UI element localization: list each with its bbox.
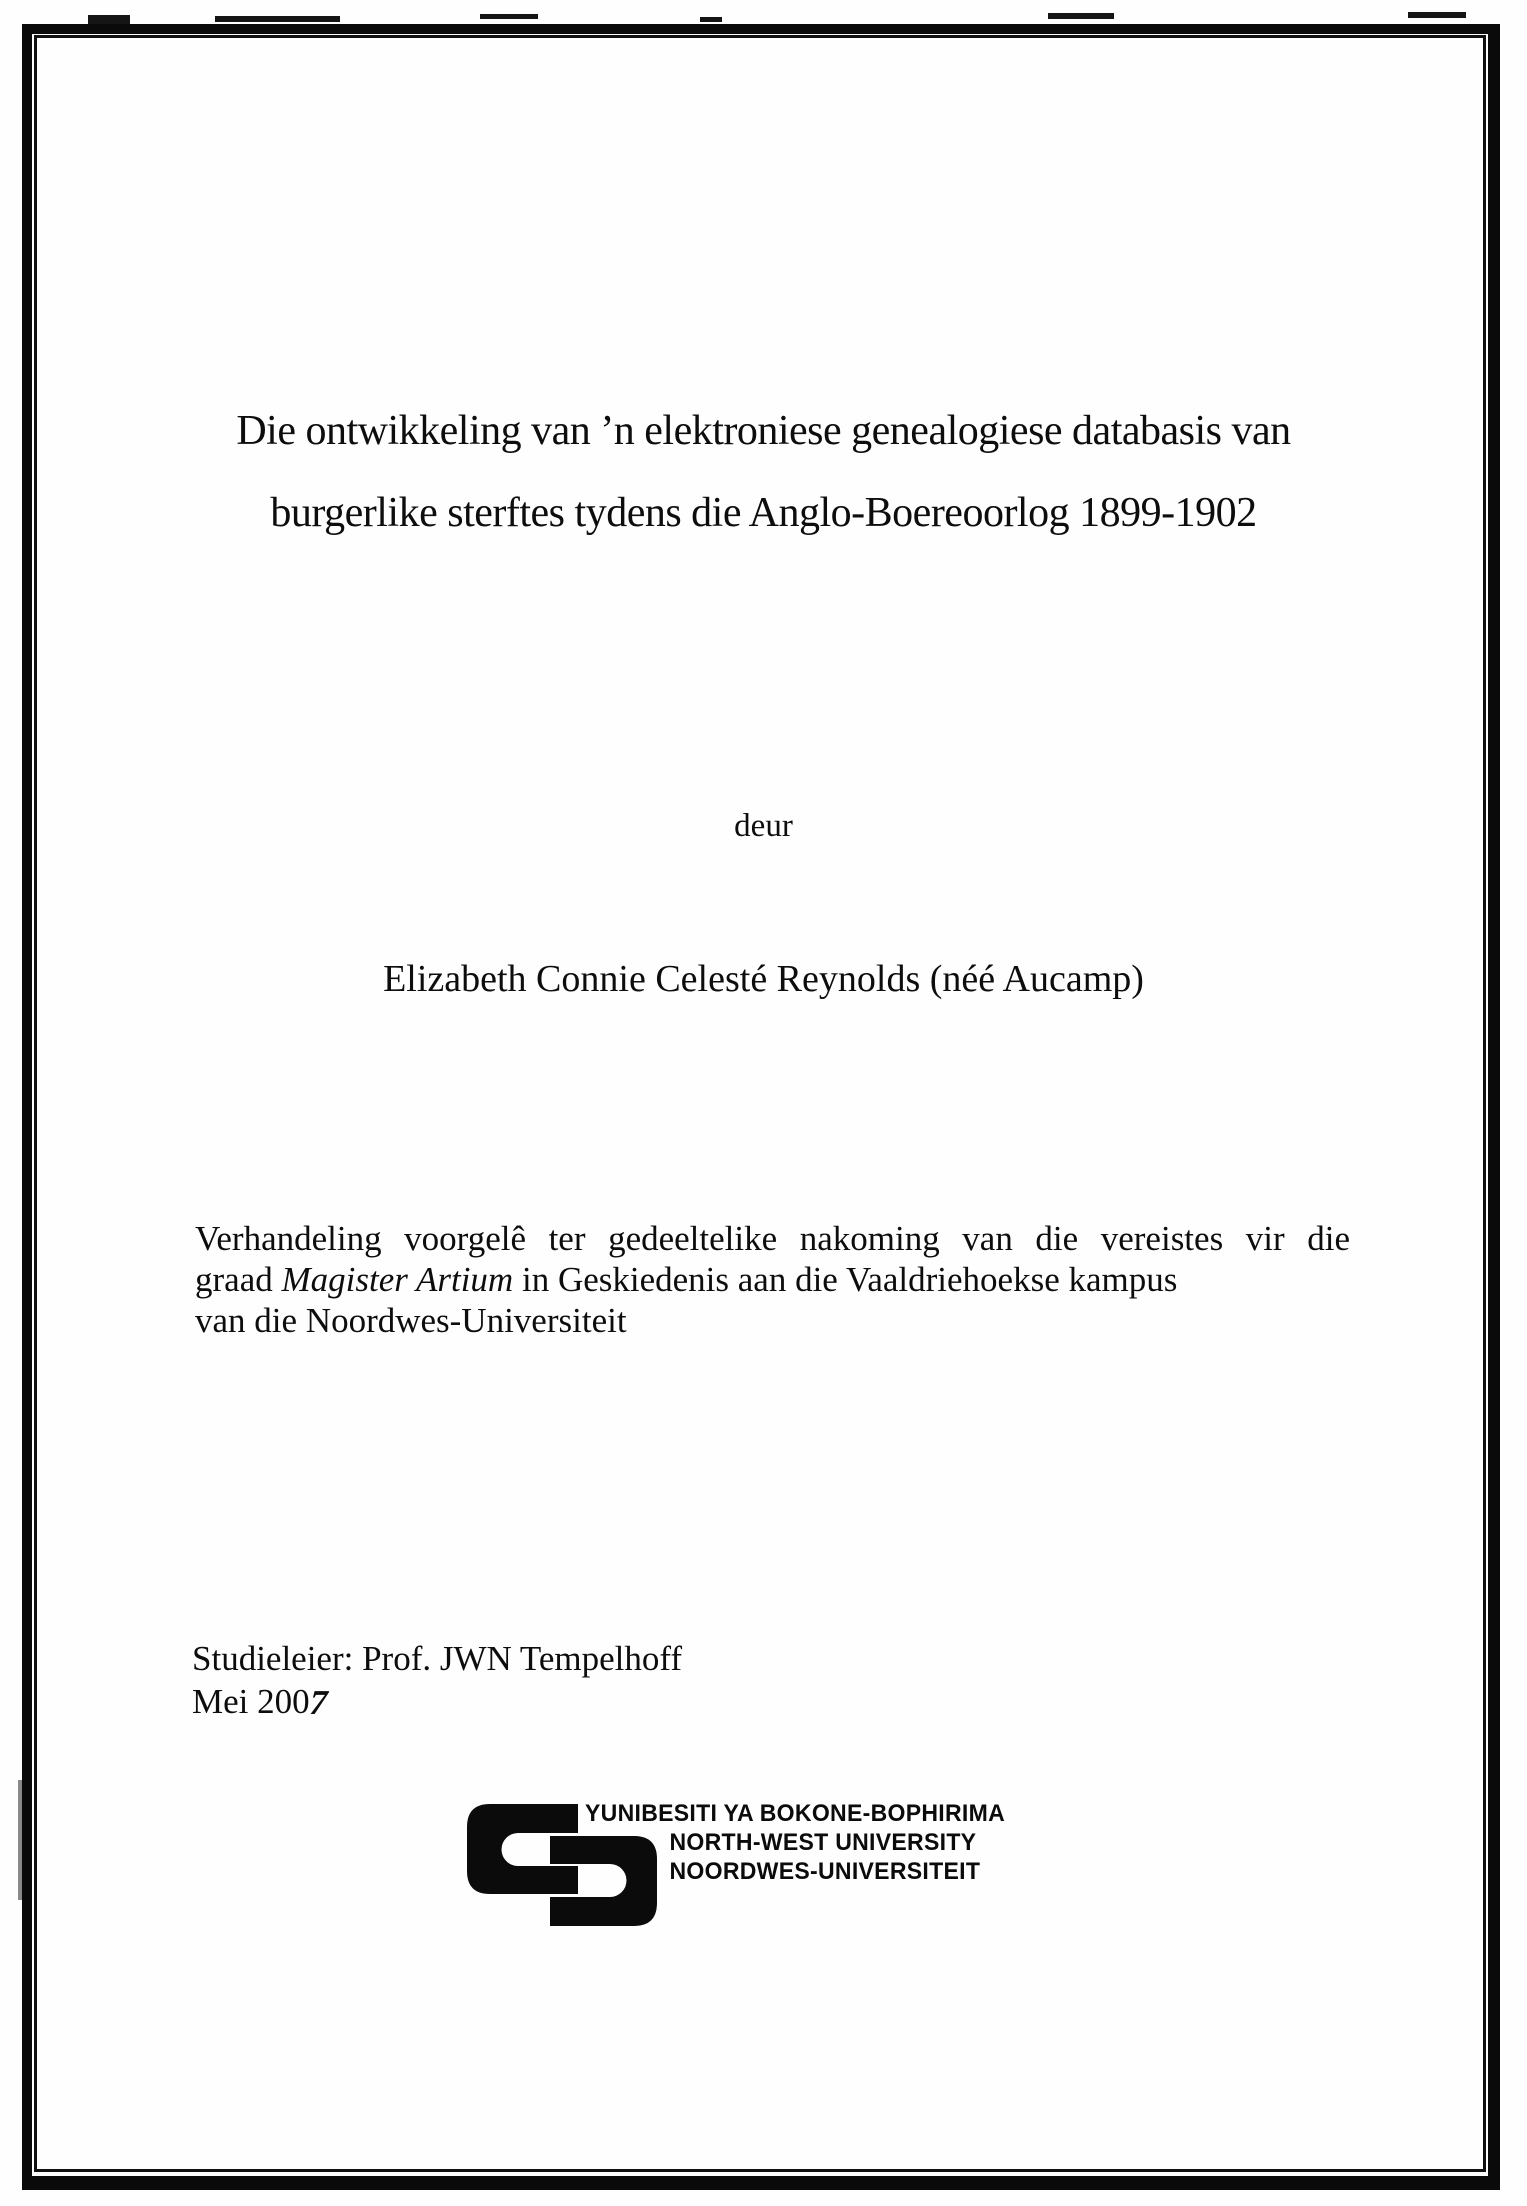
university-name-setswana: YUNIBESITI YA BOKONE-BOPHIRIMA xyxy=(585,1800,1005,1827)
supervisor-line: Studieleier: Prof. JWN Tempelhoff xyxy=(192,1639,683,1678)
degree-suffix: in Geskiedenis aan die Vaaldriehoekse kampus xyxy=(513,1260,1178,1299)
scan-artifact xyxy=(1408,12,1466,18)
author-name: Elizabeth Connie Celesté Reynolds (néé Aucamp) xyxy=(383,958,1144,1000)
date-prefix: Mei 200 xyxy=(192,1682,310,1721)
date-line xyxy=(192,1680,682,1723)
date-last-digit: 7 xyxy=(304,1683,332,1722)
supervisor-block xyxy=(192,1637,682,1723)
scan-artifact xyxy=(1048,13,1114,19)
university-name-block xyxy=(585,1799,1005,1886)
thesis-statement-line-2 xyxy=(195,1259,1350,1300)
byline-deur: deur xyxy=(734,808,793,844)
scan-artifact xyxy=(215,16,340,22)
scan-artifact xyxy=(480,14,538,19)
scan-artifact xyxy=(700,17,722,22)
thesis-statement xyxy=(195,1218,1350,1341)
title-line-2: burgerlike sterftes tydens die Anglo-Boereoorlog 1899-1902 xyxy=(270,490,1257,536)
thesis-title xyxy=(100,390,1427,554)
thesis-statement-line-3: van die Noordwes-Universiteit xyxy=(195,1301,627,1340)
degree-name: Magister Artium xyxy=(281,1260,514,1299)
thesis-statement-line-1: Verhandeling voorgelê ter gedeeltelike nakoming van die vereistes vir die xyxy=(195,1219,1350,1258)
title-line-1: Die ontwikkeling van ’n elektroniese genealogiese databasis van xyxy=(236,408,1291,454)
university-name-english: NORTH-WEST UNIVERSITY xyxy=(669,1829,977,1856)
university-name-afrikaans: NOORDWES-UNIVERSITEIT xyxy=(669,1858,981,1885)
scan-artifact xyxy=(88,15,130,24)
degree-prefix: graad xyxy=(195,1260,282,1299)
